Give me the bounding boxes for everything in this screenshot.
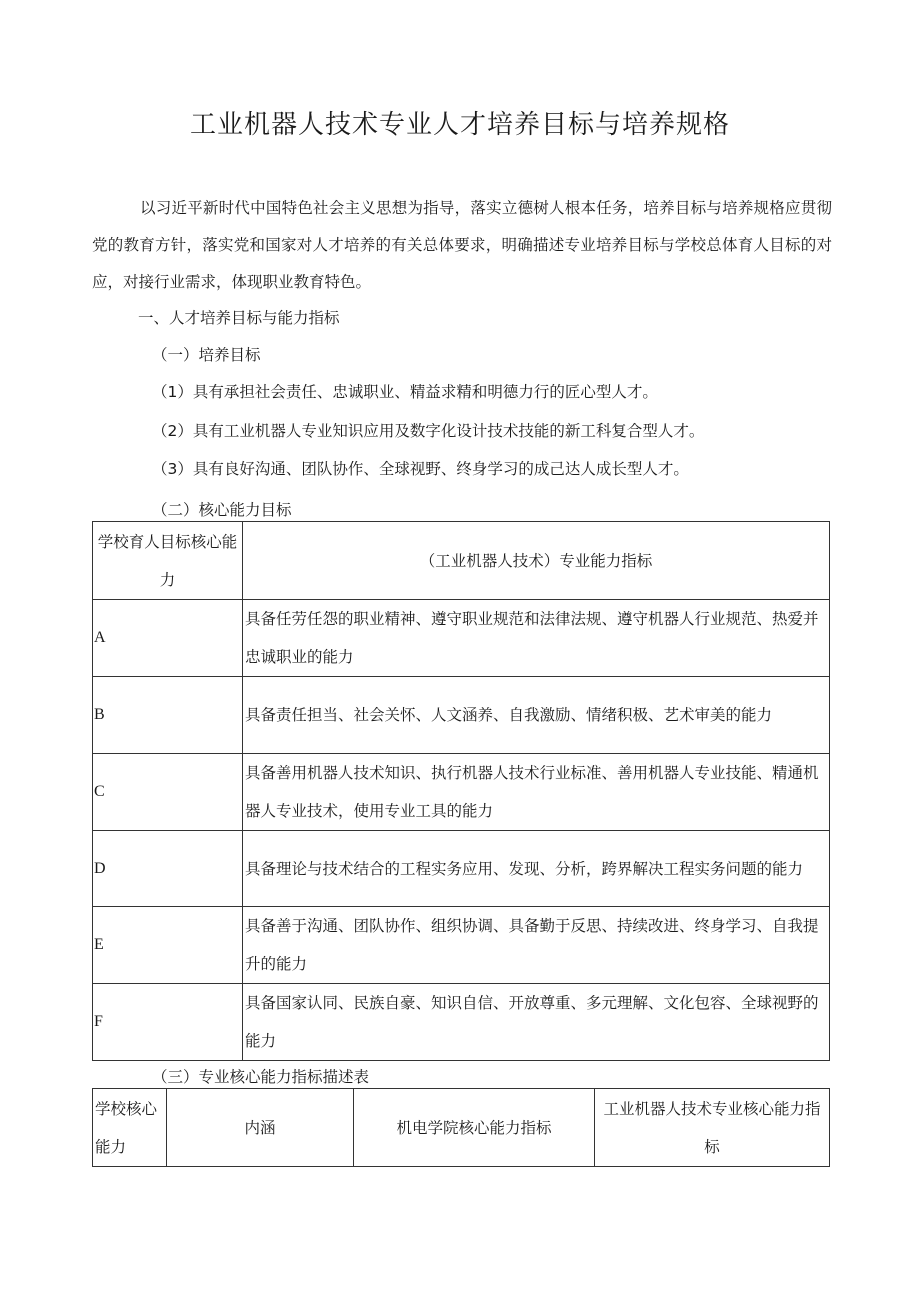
table-header-row bbox=[93, 1089, 830, 1167]
subsection-heading: （二）核心能力目标 bbox=[152, 501, 292, 519]
ability-code: F bbox=[93, 984, 243, 1061]
subsection-heading: （一）培养目标 bbox=[152, 346, 261, 364]
ability-code: C bbox=[93, 754, 243, 831]
ability-desc: 具备理论与技术结合的工程实务应用、发现、分析，跨界解决工程实务问题的能力 bbox=[243, 831, 830, 907]
core-ability-table bbox=[92, 521, 830, 1061]
page-title: 工业机器人技术专业人才培养目标与培养规格 bbox=[189, 110, 730, 140]
intro-paragraph: 以习近平新时代中国特色社会主义思想为指导，落实立德树人根本任务，培养目标与培养规格应贯彻党的教育方针，落实党和国家对人才培养的有关总体要求，明确描述专业培养目标与学校总体育人目标的对应，对接行业需求，体现职业教育特色。 bbox=[92, 199, 832, 291]
ability-code: D bbox=[93, 831, 243, 907]
header-cell: 内涵 bbox=[167, 1089, 354, 1167]
header-cell: 工业机器人技术专业核心能力指标 bbox=[595, 1089, 830, 1167]
table-row bbox=[93, 831, 830, 907]
core-ability-description-table bbox=[92, 1088, 830, 1167]
header-cell: （工业机器人技术）专业能力指标 bbox=[243, 522, 830, 600]
ability-code: A bbox=[93, 600, 243, 677]
goal-item: （1）具有承担社会责任、忠诚职业、精益求精和明德力行的匠心型人才。 bbox=[152, 383, 658, 401]
table-row bbox=[93, 754, 830, 831]
table-row bbox=[93, 600, 830, 677]
goal-item: （2）具有工业机器人专业知识应用及数字化设计技术技能的新工科复合型人才。 bbox=[152, 422, 705, 440]
goal-item: （3）具有良好沟通、团队协作、全球视野、终身学习的成己达人成长型人才。 bbox=[152, 460, 689, 478]
table-row bbox=[93, 984, 830, 1061]
ability-code: B bbox=[93, 677, 243, 754]
header-cell: 学校育人目标核心能力 bbox=[93, 522, 243, 600]
table-header-row bbox=[93, 522, 830, 600]
header-cell: 学校核心能力 bbox=[93, 1089, 167, 1167]
subsection-heading: （三）专业核心能力指标描述表 bbox=[152, 1068, 370, 1086]
ability-desc: 具备善于沟通、团队协作、组织协调、具备勤于反思、持续改进、终身学习、自我提升的能力 bbox=[243, 907, 830, 984]
ability-desc: 具备国家认同、民族自豪、知识自信、开放尊重、多元理解、文化包容、全球视野的能力 bbox=[243, 984, 830, 1061]
ability-desc: 具备善用机器人技术知识、执行机器人技术行业标准、善用机器人专业技能、精通机器人专业技术，使用专业工具的能力 bbox=[243, 754, 830, 831]
ability-desc: 具备责任担当、社会关怀、人文涵养、自我激励、情绪积极、艺术审美的能力 bbox=[243, 677, 830, 754]
table-row bbox=[93, 677, 830, 754]
table-row bbox=[93, 907, 830, 984]
section-heading: 一、人才培养目标与能力指标 bbox=[138, 309, 340, 327]
ability-desc: 具备任劳任怨的职业精神、遵守职业规范和法律法规、遵守机器人行业规范、热爱并忠诚职业的能力 bbox=[243, 600, 830, 677]
header-cell: 机电学院核心能力指标 bbox=[354, 1089, 595, 1167]
ability-code: E bbox=[93, 907, 243, 984]
